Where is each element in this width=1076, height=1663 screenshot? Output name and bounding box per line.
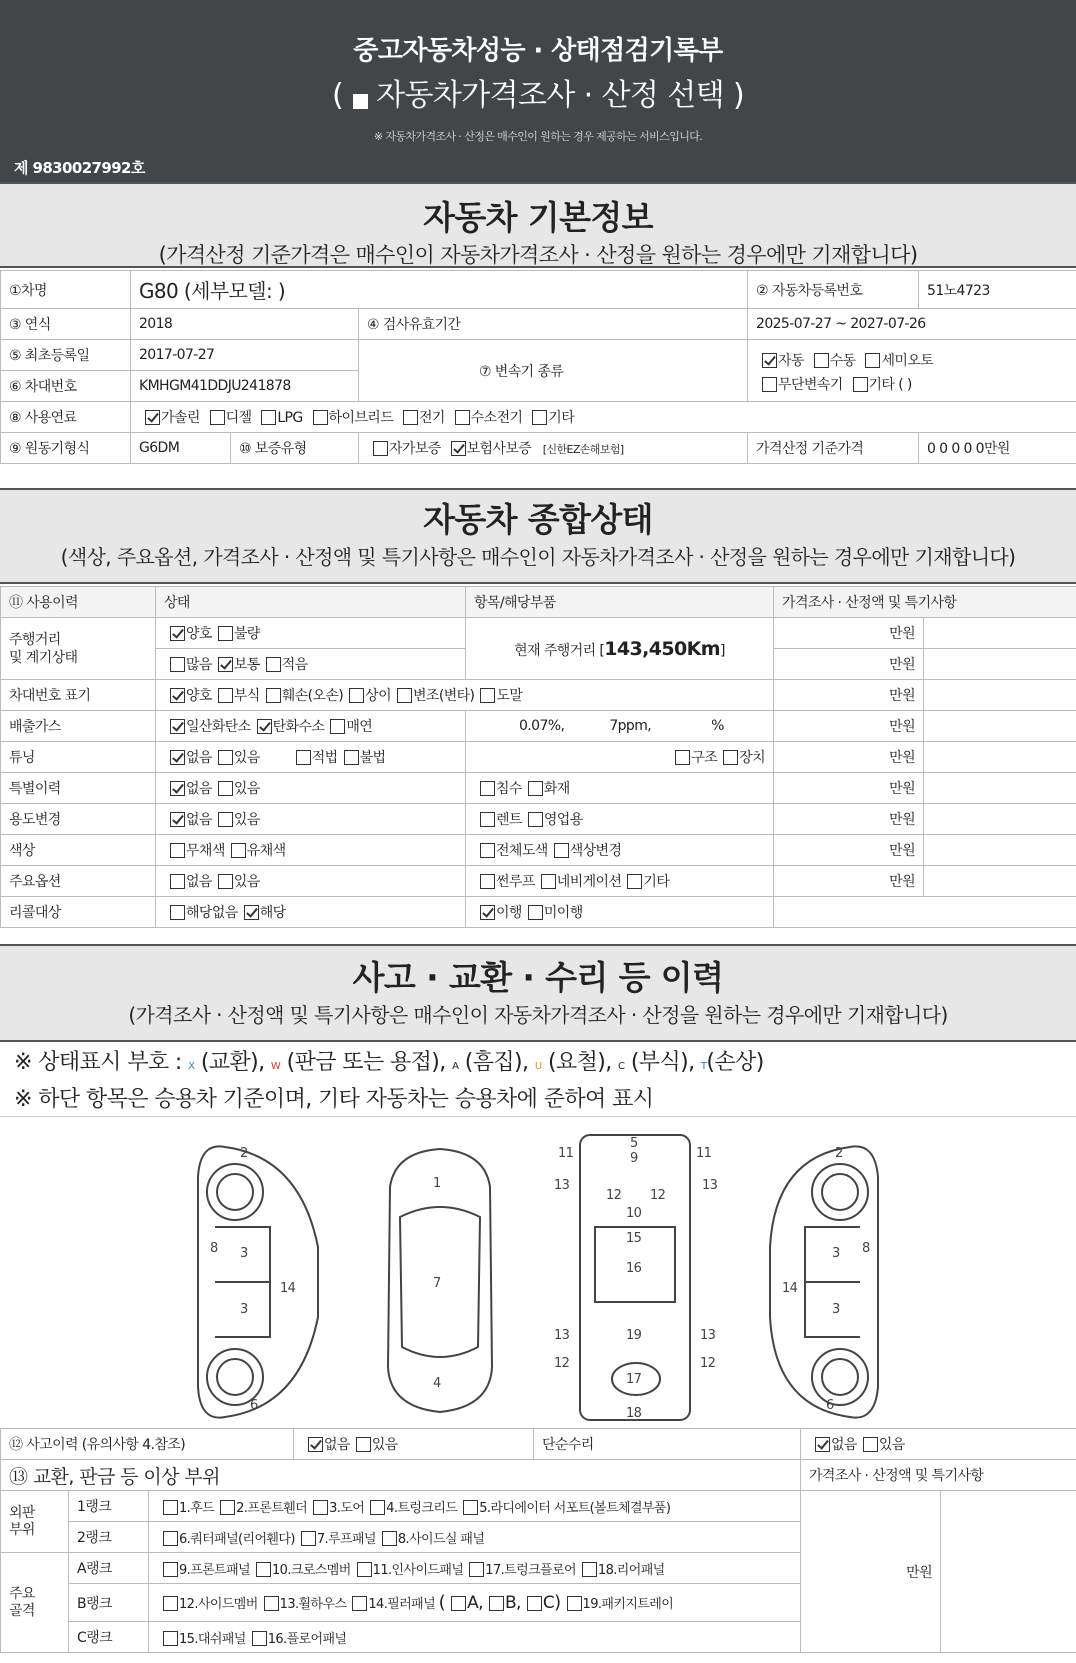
tuning-none-checkbox[interactable] — [170, 750, 185, 765]
navigation-checkbox[interactable] — [541, 874, 556, 889]
svg-text:7: 7 — [433, 1276, 441, 1291]
parts-price-note — [941, 1491, 1076, 1653]
svg-text:10: 10 — [626, 1206, 642, 1221]
fuel-lpg-checkbox[interactable] — [261, 410, 276, 425]
fuel-gasoline-checkbox[interactable] — [145, 410, 160, 425]
outer-panel-label: 외판 부위 — [1, 1491, 69, 1553]
svg-text:19: 19 — [626, 1328, 642, 1343]
mileage-label: 주행거리 및 계기상태 — [1, 618, 156, 680]
status-header-history: ⑪ 사용이력 — [1, 587, 156, 618]
tuning-illegal-checkbox[interactable] — [344, 750, 359, 765]
svg-text:12: 12 — [650, 1188, 666, 1203]
price-note — [924, 835, 1076, 866]
svg-text:13: 13 — [554, 1178, 570, 1193]
basic-info-subtitle: (가격산정 기준가격은 매수인이 자동차가격조사 · 산정을 원하는 경우에만 기재합니다) — [158, 243, 918, 267]
cross-member-checkbox[interactable] — [256, 1562, 271, 1577]
car-name-value: G80 (세부모델: ) — [131, 271, 748, 309]
accident-exist-checkbox[interactable] — [356, 1437, 371, 1452]
trunk-lid-checkbox[interactable] — [370, 1500, 385, 1515]
simple-repair-label: 단순수리 — [534, 1429, 801, 1460]
price-label: 가격산정 기준가격 — [748, 433, 919, 464]
vin-value: KMHGM41DDJU241878 — [131, 371, 359, 402]
gauge-bad-checkbox[interactable] — [218, 626, 233, 641]
usage-exist-checkbox[interactable] — [218, 812, 233, 827]
price-unit: 만원 — [774, 680, 924, 711]
parts-price-title: 가격조사 · 산정액 및 특기사항 — [801, 1460, 1076, 1491]
vin-label: ⑥ 차대번호 — [1, 371, 131, 402]
vin-altered-checkbox[interactable] — [397, 688, 412, 703]
vin-smear-checkbox[interactable] — [480, 688, 495, 703]
repair-exist-checkbox[interactable] — [863, 1437, 878, 1452]
quarter-panel-checkbox[interactable] — [163, 1531, 178, 1546]
price-note — [924, 711, 1076, 742]
accident-history-table: ⑫ 사고이력 (유의사항 4.참조) 없음 있음 단순수리 없음 있음 ⑬ 교환, 판금 등 이상 부위 가격조사 · 산정액 및 특기사항 외판 부위 1랭크 1.후드 2.프론트휀더 3.도어 4.트렁크리드 5.라디에이터 서포트(볼트체결부품) 만원 2랭크 6.쿼터패널(리어휀다) 7.루프패널 8.사이드실 패널 주요 골격 A랭크 9.프론트패널 10.크로스멤버 11.인사이드패널 17.트렁크플로어 18.리어패널 B랭크 12.사이드멤버 13.휠하우스 14.필러패널 ( A, B, C) 19.패키지트레이 C랭크 15.대쉬패널 16.플로어패널 — [0, 1428, 1076, 1653]
special-label: 특별이력 — [1, 773, 156, 804]
tuning-structure-checkbox[interactable] — [675, 750, 690, 765]
first-reg-value: 2017-07-27 — [131, 340, 359, 371]
pillar-b-checkbox[interactable] — [489, 1596, 504, 1611]
recall-na-checkbox[interactable] — [170, 905, 185, 920]
svg-text:14: 14 — [782, 1281, 798, 1296]
fuel-other-checkbox[interactable] — [532, 410, 547, 425]
svg-text:12: 12 — [606, 1188, 622, 1203]
recall-note — [774, 897, 1076, 928]
passenger-car-note: ※ 하단 항목은 승용차 기준이며, 기타 자동차는 승용차에 준하여 표시 — [14, 1087, 654, 1112]
emission-hc-checkbox[interactable] — [257, 719, 272, 734]
svg-text:8: 8 — [862, 1241, 870, 1256]
options-none-checkbox[interactable] — [170, 874, 185, 889]
rear-panel-checkbox[interactable] — [582, 1562, 597, 1577]
document-subtitle: ( 자동차가격조사 · 산정 선택 ) — [331, 78, 745, 113]
chromatic-checkbox[interactable] — [231, 843, 246, 858]
year-label: ③ 연식 — [1, 309, 131, 340]
tuning-exist-checkbox[interactable] — [218, 750, 233, 765]
package-tray-checkbox[interactable] — [567, 1596, 582, 1611]
svg-text:3: 3 — [240, 1246, 248, 1261]
emission-values: 0.07%, 7ppm, % — [466, 711, 774, 742]
trans-semi-checkbox[interactable] — [865, 353, 880, 368]
sunroof-checkbox[interactable] — [480, 874, 495, 889]
selection-mark-icon — [353, 94, 368, 109]
svg-text:18: 18 — [626, 1406, 642, 1421]
rankC-label: C랭크 — [69, 1622, 149, 1653]
dash-panel-checkbox[interactable] — [163, 1631, 178, 1646]
status-header-state: 상태 — [156, 587, 466, 618]
price-unit: 만원 — [774, 835, 924, 866]
reg-no-value: 51노4723 — [919, 271, 1076, 309]
reg-no-label: ② 자동차등록번호 — [748, 271, 919, 309]
color-change-checkbox[interactable] — [554, 843, 569, 858]
tuning-label: 튜닝 — [1, 742, 156, 773]
rent-checkbox[interactable] — [480, 812, 495, 827]
symbol-legend: ※ 상태표시 부호 : X (교환), W (판금 또는 용접), A (흠집), U (요철), C (부식), T(손상) — [14, 1050, 764, 1075]
color-label: 색상 — [1, 835, 156, 866]
trans-manual-checkbox[interactable] — [814, 353, 829, 368]
side-member-checkbox[interactable] — [163, 1596, 178, 1611]
car-right-side-view — [770, 1146, 878, 1418]
vin-good-checkbox[interactable] — [170, 688, 185, 703]
rankB-label: B랭크 — [69, 1584, 149, 1622]
car-left-side-view — [198, 1146, 318, 1418]
emission-label: 배출가스 — [1, 711, 156, 742]
special-none-checkbox[interactable] — [170, 781, 185, 796]
car-diagram-svg — [0, 1117, 1076, 1427]
svg-text:11: 11 — [696, 1146, 712, 1161]
svg-text:3: 3 — [240, 1302, 248, 1317]
fuel-diesel-checkbox[interactable] — [210, 410, 225, 425]
tuning-device-checkbox[interactable] — [723, 750, 738, 765]
full-paint-checkbox[interactable] — [480, 843, 495, 858]
svg-text:16: 16 — [626, 1261, 642, 1276]
insurer-name: [신한EZ손해보험] — [542, 443, 624, 456]
first-reg-label: ⑤ 최초등록일 — [1, 340, 131, 371]
accident-none-checkbox[interactable] — [308, 1437, 323, 1452]
price-unit: 만원 — [774, 742, 924, 773]
engine-label: ⑨ 원동기형식 — [1, 433, 131, 464]
svg-text:3: 3 — [832, 1302, 840, 1317]
achromatic-checkbox[interactable] — [170, 843, 185, 858]
svg-text:6: 6 — [826, 1398, 834, 1413]
price-unit: 만원 — [774, 804, 924, 835]
svg-text:6: 6 — [250, 1398, 258, 1413]
svg-text:12: 12 — [554, 1356, 570, 1371]
svg-text:4: 4 — [433, 1376, 441, 1391]
svg-text:15: 15 — [626, 1231, 642, 1246]
engine-value: G6DM — [131, 433, 231, 464]
vin-rust-checkbox[interactable] — [218, 688, 233, 703]
basic-info-title: 자동차 기본정보 — [423, 198, 653, 237]
svg-text:17: 17 — [626, 1372, 642, 1387]
price-unit: 만원 — [774, 649, 924, 680]
recall-notdone-checkbox[interactable] — [528, 905, 543, 920]
car-name-label: ①차명 — [1, 271, 131, 309]
wheel-house-checkbox[interactable] — [264, 1596, 279, 1611]
roof-panel-checkbox[interactable] — [301, 1531, 316, 1546]
inside-panel-checkbox[interactable] — [357, 1562, 372, 1577]
price-unit: 만원 — [774, 866, 924, 897]
vin-damage-checkbox[interactable] — [266, 688, 281, 703]
floor-panel-checkbox[interactable] — [252, 1631, 267, 1646]
hood-checkbox[interactable] — [163, 1500, 178, 1515]
svg-text:1: 1 — [433, 1176, 441, 1191]
side-sill-checkbox[interactable] — [382, 1531, 397, 1546]
pillar-c-checkbox[interactable] — [527, 1596, 542, 1611]
svg-text:9: 9 — [630, 1151, 638, 1166]
svg-text:12: 12 — [700, 1356, 716, 1371]
price-unit: 만원 — [774, 618, 924, 649]
car-diagram-area — [0, 1116, 1076, 1427]
svg-text:3: 3 — [832, 1246, 840, 1261]
svg-text:2: 2 — [240, 1146, 248, 1161]
document-title: 중고자동차성능 · 상태점검기록부 — [353, 36, 723, 66]
special-exist-checkbox[interactable] — [218, 781, 233, 796]
recall-label: 리콜대상 — [1, 897, 156, 928]
price-note — [924, 866, 1076, 897]
rank2-label: 2랭크 — [69, 1522, 149, 1553]
status-title: 자동차 종합상태 — [423, 500, 653, 539]
front-fender-checkbox[interactable] — [220, 1500, 235, 1515]
mileage-value: 현재 주행거리 [143,450Km] — [466, 618, 774, 680]
car-top-view — [388, 1149, 492, 1412]
year-value: 2018 — [131, 309, 359, 340]
rank1-label: 1랭크 — [69, 1491, 149, 1522]
vin-diff-checkbox[interactable] — [349, 688, 364, 703]
radiator-support-checkbox[interactable] — [463, 1500, 478, 1515]
mileage-few-checkbox[interactable] — [266, 657, 281, 672]
svg-text:13: 13 — [700, 1328, 716, 1343]
price-note — [924, 773, 1076, 804]
flood-checkbox[interactable] — [480, 781, 495, 796]
svg-text:14: 14 — [280, 1281, 296, 1296]
fire-checkbox[interactable] — [528, 781, 543, 796]
accident-subtitle: (가격조사 · 산정액 및 특기사항은 매수인이 자동차가격조사 · 산정을 원하는 경우에만 기재합니다) — [128, 1003, 948, 1027]
recall-done-checkbox[interactable] — [480, 905, 495, 920]
tuning-legal-checkbox[interactable] — [296, 750, 311, 765]
fuel-electric-checkbox[interactable] — [403, 410, 418, 425]
repair-none-checkbox[interactable] — [815, 1437, 830, 1452]
svg-text:2: 2 — [835, 1146, 843, 1161]
trans-options: 자동 수동 세미오토 무단변속기 기타 ( ) — [748, 340, 1076, 402]
accident-title: 사고 · 교환 · 수리 등 이력 — [352, 958, 724, 997]
trans-cvt-checkbox[interactable] — [762, 377, 777, 392]
inspect-label: ④ 검사유효기간 — [359, 309, 748, 340]
warranty-insurer-checkbox[interactable] — [451, 441, 466, 456]
fuel-options: 가솔린 디젤 LPG 하이브리드 전기 수소전기 기타 — [131, 402, 1076, 433]
price-note — [924, 649, 1076, 680]
trunk-floor-checkbox[interactable] — [469, 1562, 484, 1577]
svg-text:5: 5 — [630, 1136, 638, 1151]
status-subtitle: (색상, 주요옵션, 가격조사 · 산정액 및 특기사항은 매수인이 자동차가격조사 · 산정을 원하는 경우에만 기재합니다) — [60, 545, 1016, 569]
price-unit: 만원 — [774, 773, 924, 804]
svg-text:13: 13 — [554, 1328, 570, 1343]
options-exist-checkbox[interactable] — [218, 874, 233, 889]
fuel-hybrid-checkbox[interactable] — [313, 410, 328, 425]
pillar-panel-checkbox[interactable] — [352, 1596, 367, 1611]
basic-info-band — [0, 182, 1076, 268]
warranty-self-checkbox[interactable] — [373, 441, 388, 456]
emission-smoke-checkbox[interactable] — [330, 719, 345, 734]
options-other-checkbox[interactable] — [627, 874, 642, 889]
front-panel-checkbox[interactable] — [163, 1562, 178, 1577]
price-note — [924, 618, 1076, 649]
main-frame-label: 주요 골격 — [1, 1553, 69, 1653]
rankA-label: A랭크 — [69, 1553, 149, 1584]
price-note — [924, 680, 1076, 711]
trans-label: ⑦ 변속기 종류 — [359, 340, 748, 402]
price-unit: 만원 — [774, 711, 924, 742]
fuel-label: ⑧ 사용연료 — [1, 402, 131, 433]
gauge-good-checkbox[interactable] — [170, 626, 185, 641]
fuel-hydrogen-checkbox[interactable] — [455, 410, 470, 425]
status-header-price: 가격조사 · 산정액 및 특기사항 — [774, 587, 1076, 618]
trans-other-checkbox[interactable] — [853, 377, 868, 392]
trans-auto-checkbox[interactable] — [762, 353, 777, 368]
parts-title: ⑬ 교환, 판금 등 이상 부위 — [1, 1460, 801, 1491]
document-number: 제 9830027992호 — [14, 159, 145, 177]
legend-notes — [14, 1046, 764, 1116]
mileage-normal-checkbox[interactable] — [218, 657, 233, 672]
warranty-options: 자가보증 보험사보증 [신한EZ손해보험] — [359, 433, 748, 464]
svg-text:8: 8 — [210, 1241, 218, 1256]
warranty-label: ⑩ 보증유형 — [231, 433, 359, 464]
business-checkbox[interactable] — [528, 812, 543, 827]
status-table: ⑪ 사용이력 상태 항목/해당부품 가격조사 · 산정액 및 특기사항 주행거리 및 계기상태 양호 불량 현재 주행거리 [143,450Km] 만원 많음 보통 적음 만원 차대번호 표기 양호 부식 훼손(오손) 상이 변조(변타) 도말 만원 배출가스 일산화탄소 탄화수소 매연 0.07%, 7ppm, % 만원 튜닝 없음 있음 적법 불법 구조 장치 만원 특별이력 없음 있음 침수 화재 만원 용도변경 없음 있음 렌트 영업용 만원 색상 무채색 유채색 전체도색 색상변경 만원 주요옵션 없음 있음 썬루프 네비게이션 기타 만원 리콜대상 해당없음 해당 이행 미이행 — [0, 586, 1076, 928]
price-note — [924, 804, 1076, 835]
status-band — [0, 488, 1076, 584]
basic-info-table — [0, 270, 1076, 464]
service-notice: ※ 자동차가격조사 · 산정은 매수인이 원하는 경우 제공하는 서비스입니다. — [373, 130, 703, 143]
options-label: 주요옵션 — [1, 866, 156, 897]
usage-label: 용도변경 — [1, 804, 156, 835]
pillar-a-checkbox[interactable] — [451, 1596, 466, 1611]
svg-text:11: 11 — [558, 1146, 574, 1161]
svg-text:13: 13 — [702, 1178, 718, 1193]
vin-mark-label: 차대번호 표기 — [1, 680, 156, 711]
mileage-many-checkbox[interactable] — [170, 657, 185, 672]
emission-co-checkbox[interactable] — [170, 719, 185, 734]
price-note — [924, 742, 1076, 773]
usage-none-checkbox[interactable] — [170, 812, 185, 827]
inspect-value: 2025-07-27 ~ 2027-07-26 — [748, 309, 1076, 340]
recall-applicable-checkbox[interactable] — [244, 905, 259, 920]
parts-price-unit: 만원 — [801, 1491, 941, 1653]
status-header-item: 항목/해당부품 — [466, 587, 774, 618]
price-value: 0 0 0 0 0만원 — [919, 433, 1076, 464]
car-frame-view — [554, 1135, 718, 1421]
door-checkbox[interactable] — [313, 1500, 328, 1515]
document-header — [0, 0, 1076, 182]
accident-band — [0, 944, 1076, 1042]
accident-history-label: ⑫ 사고이력 (유의사항 4.참조) — [1, 1429, 294, 1460]
